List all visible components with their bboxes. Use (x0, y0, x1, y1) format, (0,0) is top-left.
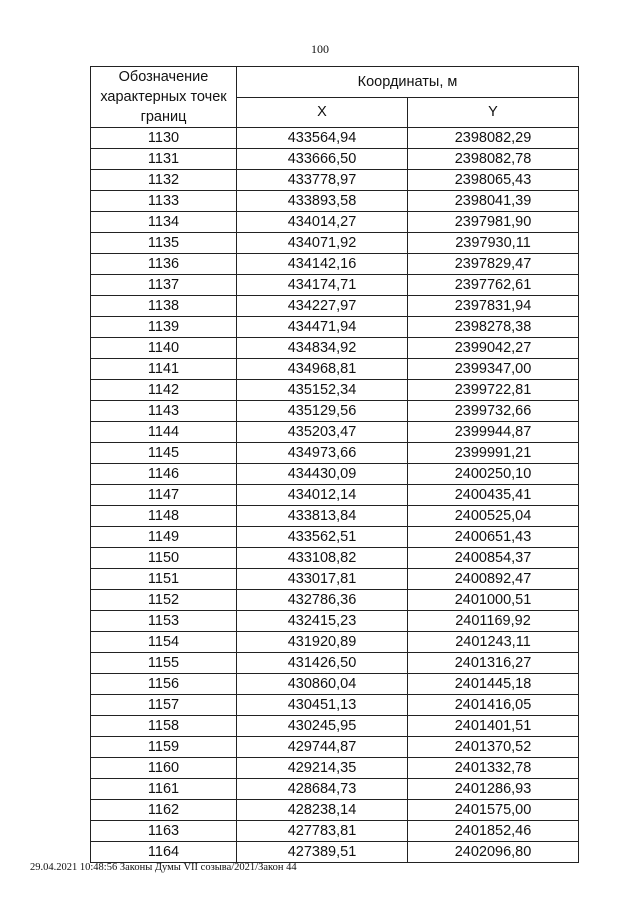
cell-point: 1152 (91, 590, 237, 611)
header-coordinates: Координаты, м (237, 67, 579, 98)
cell-y: 2399732,66 (408, 401, 579, 422)
table-row (91, 422, 579, 443)
cell-point: 1147 (91, 485, 237, 506)
table-row (91, 527, 579, 548)
cell-y: 2397762,61 (408, 275, 579, 296)
header-y: Y (408, 97, 579, 128)
cell-y: 2400651,43 (408, 527, 579, 548)
cell-x: 430451,13 (237, 695, 408, 716)
cell-y: 2398082,78 (408, 149, 579, 170)
table-row (91, 485, 579, 506)
cell-x: 428238,14 (237, 800, 408, 821)
cell-x: 434142,16 (237, 254, 408, 275)
cell-x: 433893,58 (237, 191, 408, 212)
table-row (91, 170, 579, 191)
cell-x: 433108,82 (237, 548, 408, 569)
cell-y: 2398278,38 (408, 317, 579, 338)
cell-point: 1150 (91, 548, 237, 569)
cell-x: 434227,97 (237, 296, 408, 317)
cell-point: 1145 (91, 443, 237, 464)
footer-stamp: 29.04.2021 10:48:56 Законы Думы VII созыва/2021/Закон 44 (30, 862, 297, 873)
table-row (91, 443, 579, 464)
cell-y: 2401243,11 (408, 632, 579, 653)
cell-point: 1151 (91, 569, 237, 590)
table-row (91, 296, 579, 317)
cell-point: 1153 (91, 611, 237, 632)
cell-y: 2401332,78 (408, 758, 579, 779)
cell-x: 434968,81 (237, 359, 408, 380)
cell-point: 1137 (91, 275, 237, 296)
cell-x: 427783,81 (237, 821, 408, 842)
table-row (91, 821, 579, 842)
cell-y: 2401575,00 (408, 800, 579, 821)
table-row (91, 716, 579, 737)
cell-y: 2401286,93 (408, 779, 579, 800)
cell-x: 433778,97 (237, 170, 408, 191)
cell-y: 2400250,10 (408, 464, 579, 485)
cell-x: 433562,51 (237, 527, 408, 548)
table-row (91, 464, 579, 485)
cell-x: 434012,14 (237, 485, 408, 506)
table-row (91, 212, 579, 233)
cell-y: 2401401,51 (408, 716, 579, 737)
page-number: 100 (311, 42, 329, 56)
cell-x: 432786,36 (237, 590, 408, 611)
cell-y: 2400854,37 (408, 548, 579, 569)
table-row (91, 737, 579, 758)
table-row (91, 758, 579, 779)
cell-x: 431426,50 (237, 653, 408, 674)
cell-x: 435152,34 (237, 380, 408, 401)
cell-x: 433813,84 (237, 506, 408, 527)
table-row (91, 254, 579, 275)
cell-y: 2399944,87 (408, 422, 579, 443)
cell-x: 434430,09 (237, 464, 408, 485)
table-row (91, 842, 579, 863)
cell-point: 1141 (91, 359, 237, 380)
cell-y: 2400525,04 (408, 506, 579, 527)
cell-point: 1140 (91, 338, 237, 359)
cell-point: 1156 (91, 674, 237, 695)
cell-y: 2397831,94 (408, 296, 579, 317)
cell-x: 430245,95 (237, 716, 408, 737)
cell-point: 1163 (91, 821, 237, 842)
cell-point: 1164 (91, 842, 237, 863)
cell-point: 1159 (91, 737, 237, 758)
table-row (91, 128, 579, 149)
cell-y: 2397829,47 (408, 254, 579, 275)
cell-point: 1142 (91, 380, 237, 401)
cell-point: 1155 (91, 653, 237, 674)
cell-y: 2397981,90 (408, 212, 579, 233)
table-row (91, 359, 579, 380)
cell-point: 1139 (91, 317, 237, 338)
cell-point: 1144 (91, 422, 237, 443)
cell-point: 1138 (91, 296, 237, 317)
table-row (91, 632, 579, 653)
cell-point: 1146 (91, 464, 237, 485)
cell-y: 2399042,27 (408, 338, 579, 359)
cell-x: 432415,23 (237, 611, 408, 632)
cell-y: 2401416,05 (408, 695, 579, 716)
table-row (91, 506, 579, 527)
cell-point: 1158 (91, 716, 237, 737)
cell-x: 428684,73 (237, 779, 408, 800)
cell-x: 433017,81 (237, 569, 408, 590)
table-row (91, 191, 579, 212)
cell-y: 2399722,81 (408, 380, 579, 401)
table-row (91, 779, 579, 800)
cell-y: 2399991,21 (408, 443, 579, 464)
cell-x: 434471,94 (237, 317, 408, 338)
table-row (91, 380, 579, 401)
cell-x: 427389,51 (237, 842, 408, 863)
table-row (91, 695, 579, 716)
cell-point: 1148 (91, 506, 237, 527)
cell-point: 1162 (91, 800, 237, 821)
cell-y: 2399347,00 (408, 359, 579, 380)
table-row (91, 401, 579, 422)
cell-point: 1143 (91, 401, 237, 422)
cell-y: 2401370,52 (408, 737, 579, 758)
cell-point: 1136 (91, 254, 237, 275)
cell-x: 434014,27 (237, 212, 408, 233)
cell-x: 430860,04 (237, 674, 408, 695)
header-point-designation: Обозначение характерных точек границ (91, 67, 237, 128)
cell-point: 1133 (91, 191, 237, 212)
cell-point: 1134 (91, 212, 237, 233)
table-row (91, 233, 579, 254)
cell-point: 1157 (91, 695, 237, 716)
cell-x: 434071,92 (237, 233, 408, 254)
table-row (91, 149, 579, 170)
cell-y: 2400435,41 (408, 485, 579, 506)
table-row (91, 338, 579, 359)
table-row (91, 800, 579, 821)
cell-y: 2398065,43 (408, 170, 579, 191)
header-x: X (237, 97, 408, 128)
cell-point: 1135 (91, 233, 237, 254)
cell-x: 429214,35 (237, 758, 408, 779)
cell-y: 2398082,29 (408, 128, 579, 149)
cell-y: 2397930,11 (408, 233, 579, 254)
cell-x: 429744,87 (237, 737, 408, 758)
cell-y: 2402096,80 (408, 842, 579, 863)
table-row (91, 653, 579, 674)
cell-y: 2401852,46 (408, 821, 579, 842)
cell-y: 2401000,51 (408, 590, 579, 611)
cell-x: 434973,66 (237, 443, 408, 464)
cell-x: 435129,56 (237, 401, 408, 422)
cell-y: 2401316,27 (408, 653, 579, 674)
cell-x: 433666,50 (237, 149, 408, 170)
cell-point: 1154 (91, 632, 237, 653)
cell-x: 434174,71 (237, 275, 408, 296)
table-row (91, 569, 579, 590)
table-row (91, 590, 579, 611)
table-row (91, 275, 579, 296)
table-body (91, 128, 579, 863)
cell-point: 1160 (91, 758, 237, 779)
cell-x: 435203,47 (237, 422, 408, 443)
coordinates-table (90, 66, 579, 863)
cell-y: 2400892,47 (408, 569, 579, 590)
cell-x: 434834,92 (237, 338, 408, 359)
table-row (91, 611, 579, 632)
cell-x: 431920,89 (237, 632, 408, 653)
cell-y: 2398041,39 (408, 191, 579, 212)
cell-x: 433564,94 (237, 128, 408, 149)
cell-y: 2401445,18 (408, 674, 579, 695)
table-row (91, 674, 579, 695)
cell-y: 2401169,92 (408, 611, 579, 632)
cell-point: 1130 (91, 128, 237, 149)
cell-point: 1131 (91, 149, 237, 170)
cell-point: 1132 (91, 170, 237, 191)
table-row (91, 317, 579, 338)
table-row (91, 548, 579, 569)
cell-point: 1161 (91, 779, 237, 800)
cell-point: 1149 (91, 527, 237, 548)
